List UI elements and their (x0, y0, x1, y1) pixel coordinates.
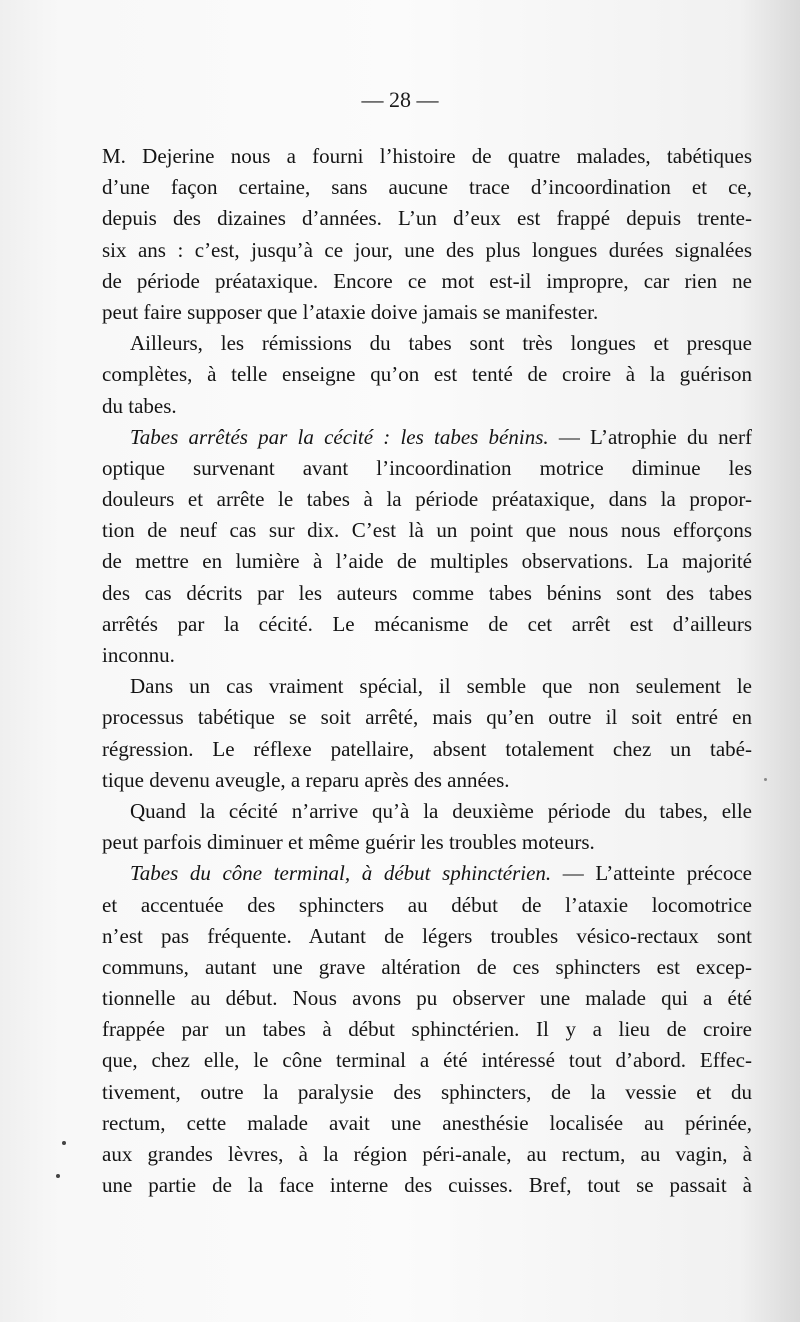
text-line: régression. Le réflexe patellaire, absent totalement chez un tabé- (102, 736, 752, 761)
text-line: arrêtés par la cécité. Le mécanisme de cet arrêt est d’ailleurs (102, 611, 752, 636)
text-line: tique devenu aveugle, a reparu après des années. (102, 767, 510, 792)
text-line: d’une façon certaine, sans aucune trace d’incoordination et ce, (102, 175, 752, 200)
section-heading: Tabes du cône terminal, à début sphinctérien. (130, 861, 552, 886)
section-heading-line (102, 422, 752, 453)
heading-continuation: — L’atrophie du nerf (548, 424, 752, 449)
text-line: tionnelle au début. Nous avons pu observer une malade qui a été (102, 986, 752, 1011)
text-line: communs, autant une grave altération de ces sphincters est excep- (102, 954, 752, 979)
text-line: que, chez elle, le cône terminal a été intéressé tout d’abord. Effec- (102, 1048, 752, 1073)
text-line: rectum, cette malade avait une anesthésie localisée au périnée, (102, 1110, 752, 1135)
text-line: processus tabétique se soit arrêté, mais qu’en outre il soit entré en (102, 705, 752, 730)
text-line: des cas décrits par les auteurs comme tabes bénins sont des tabes (102, 580, 752, 605)
text-line: six ans : c’est, jusqu’à ce jour, une des plus longues durées signalées (102, 237, 752, 262)
text-line: depuis des dizaines d’années. L’un d’eux est frappé depuis trente- (102, 206, 752, 231)
page-number: — 28 — (361, 87, 439, 112)
text-line: Ailleurs, les rémissions du tabes sont très longues et presque (130, 331, 752, 356)
text-line: tivement, outre la paralysie des sphincters, de la vessie et du (102, 1079, 752, 1104)
body-text (102, 141, 752, 1201)
text-line: du tabes. (102, 393, 177, 418)
scan-speck (62, 1141, 66, 1145)
text-line: douleurs et arrête le tabes à la période préataxique, dans la propor- (102, 487, 752, 512)
text-line: Quand la cécité n’arrive qu’à la deuxième période du tabes, elle (130, 798, 752, 823)
text-line: frappée par un tabes à début sphinctérien. Il y a lieu de croire (102, 1017, 752, 1042)
text-line: aux grandes lèvres, à la région péri-anale, au rectum, au vagin, à (102, 1142, 752, 1166)
text-line: optique survenant avant l’incoordination motrice diminue les (102, 455, 752, 480)
heading-continuation: — L’atteinte précoce (551, 861, 752, 886)
text-line: de mettre en lumière à l’aide de multiples observations. La majorité (102, 549, 752, 574)
scan-speck (764, 778, 767, 781)
text-line: peut parfois diminuer et même guérir les troubles moteurs. (102, 830, 595, 855)
text-line: et accentuée des sphincters au début de l’ataxie locomotrice (102, 892, 752, 917)
text-line: Dans un cas vraiment spécial, il semble que non seulement le (130, 674, 752, 699)
text-line: complètes, à telle enseigne qu’on est tenté de croire à la guérison (102, 362, 752, 387)
text-line: une partie de la face interne des cuisses. Bref, tout se passait à (102, 1173, 752, 1198)
text-line: inconnu. (102, 643, 175, 667)
text-line: peut faire supposer que l’ataxie doive jamais se manifester. (102, 299, 599, 324)
text-line: tion de neuf cas sur dix. C’est là un point que nous nous efforçons (102, 518, 752, 543)
text-line: de période préataxique. Encore ce mot est-il impropre, car rien ne (102, 268, 752, 293)
text-line: M. Dejerine nous a fourni l’histoire de quatre malades, tabétiques (102, 144, 752, 168)
section-heading: Tabes arrêtés par la cécité : les tabes bénins. (130, 424, 549, 449)
text-line: n’est pas fréquente. Autant de légers troubles vésico-rectaux sont (102, 923, 752, 948)
scan-speck (56, 1174, 60, 1178)
section-heading-line (102, 858, 752, 889)
